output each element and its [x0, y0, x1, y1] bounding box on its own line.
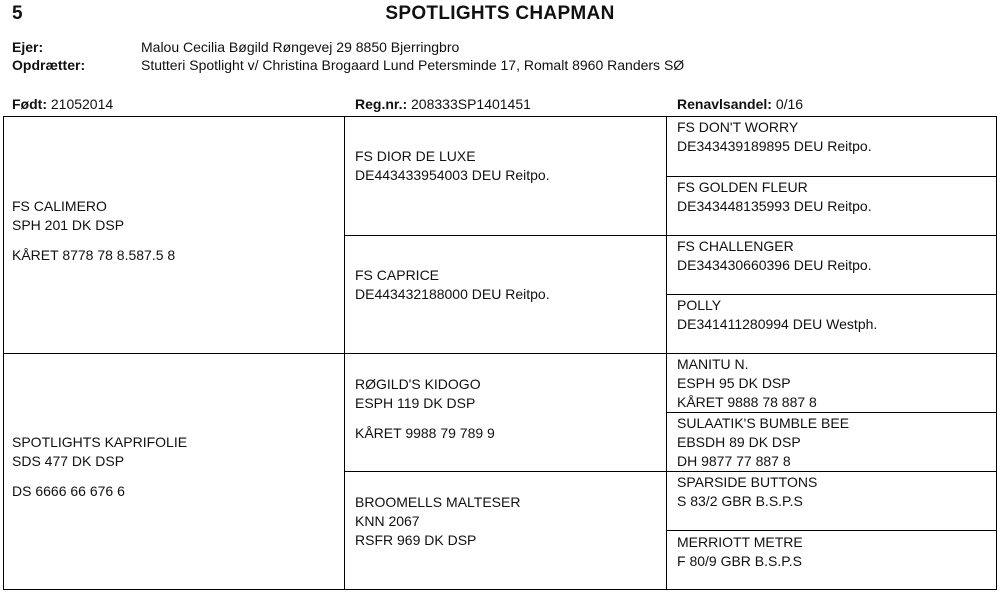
- sire-dam-cell: [355, 266, 550, 304]
- sire-sire-registration: DE443433954003 DEU Reitpo.: [355, 167, 550, 183]
- ssd-name: FS GOLDEN FLEUR: [677, 179, 808, 195]
- ssd-registration: DE343448135993 DEU Reitpo.: [677, 198, 872, 214]
- dsd-name: SULAATIK'S BUMBLE BEE: [677, 415, 850, 431]
- sss-name: FS DON'T WORRY: [677, 119, 799, 135]
- sdd-cell: [677, 296, 877, 334]
- dam-cell: [12, 433, 187, 501]
- row-divider: [666, 530, 996, 531]
- sire-registration: SPH 201 DK DSP: [12, 217, 125, 233]
- reg-field: [355, 96, 531, 112]
- dss-grading: KÅRET 9888 78 887 8: [677, 394, 817, 410]
- sire-dam-name: FS CAPRICE: [355, 267, 440, 283]
- ssd-cell: [677, 178, 872, 216]
- dam-sire-registration: ESPH 119 DK DSP: [355, 395, 476, 411]
- share-label: Renavlsandel:: [677, 96, 772, 112]
- sds-cell: [677, 237, 872, 275]
- born-field: [12, 96, 113, 112]
- dds-cell: [677, 473, 817, 511]
- reg-value: 208333SP1401451: [411, 96, 531, 112]
- sire-sire-name: FS DIOR DE LUXE: [355, 148, 476, 164]
- dds-name: SPARSIDE BUTTONS: [677, 474, 818, 490]
- breeder-value: Stutteri Spotlight v/ Christina Brogaard Lund Petersminde 17, Romalt 8960 Randers SØ: [141, 57, 685, 73]
- dss-registration: ESPH 95 DK DSP: [677, 375, 791, 391]
- dam-dam-name: BROOMELLS MALTESER: [355, 494, 521, 510]
- share-field: [677, 96, 803, 112]
- row-divider: [344, 235, 996, 236]
- share-value: 0/16: [775, 96, 804, 112]
- dds-registration: S 83/2 GBR B.S.P.S: [677, 493, 803, 509]
- dss-name: MANITU N.: [677, 356, 749, 372]
- row-divider: [666, 176, 996, 177]
- dss-cell: [677, 355, 817, 412]
- row-divider: [4, 353, 996, 354]
- pedigree-table: [3, 116, 997, 590]
- dam-registration: SDS 477 DK DSP: [12, 453, 125, 469]
- dam-dam-registration-2: RSFR 969 DK DSP: [355, 532, 477, 548]
- breeder-label: Opdrætter:: [12, 57, 86, 73]
- dam-dam-registration: KNN 2067: [355, 513, 420, 529]
- horse-title: SPOTLIGHTS CHAPMAN: [385, 3, 615, 24]
- dam-dam-cell: [355, 493, 520, 550]
- dam-grading: DS 6666 66 676 6: [12, 483, 125, 499]
- sire-grading: KÅRET 8778 78 8.587.5 8: [12, 247, 176, 263]
- sds-name: FS CHALLENGER: [677, 238, 794, 254]
- dsd-cell: [677, 414, 849, 471]
- sds-registration: DE343430660396 DEU Reitpo.: [677, 257, 872, 273]
- dsd-registration: EBSDH 89 DK DSP: [677, 434, 801, 450]
- sdd-name: POLLY: [677, 297, 722, 313]
- sss-registration: DE343439189895 DEU Reitpo.: [677, 138, 872, 154]
- dsd-grading: DH 9877 77 887 8: [677, 453, 791, 469]
- born-label: Født:: [12, 96, 47, 112]
- born-value: 21052014: [50, 96, 114, 112]
- sire-cell: [12, 197, 175, 265]
- reg-label: Reg.nr.:: [355, 96, 408, 112]
- sire-name: FS CALIMERO: [12, 198, 107, 214]
- ddd-cell: [677, 533, 803, 571]
- row-divider: [666, 294, 996, 295]
- row-divider: [344, 471, 996, 472]
- owner-value: Malou Cecilia Bøgild Røngevej 29 8850 Bjerringbro: [141, 39, 460, 55]
- sdd-registration: DE341411280994 DEU Westph.: [677, 316, 878, 332]
- ddd-registration: F 80/9 GBR B.S.P.S: [677, 553, 803, 569]
- dam-sire-cell: [355, 375, 495, 443]
- dam-name: SPOTLIGHTS KAPRIFOLIE: [12, 434, 188, 450]
- owner-label: Ejer:: [12, 39, 44, 55]
- dam-sire-name: RØGILD'S KIDOGO: [355, 376, 481, 392]
- ddd-name: MERRIOTT METRE: [677, 534, 803, 550]
- sire-dam-registration: DE443432188000 DEU Reitpo.: [355, 286, 550, 302]
- catalog-number: 5: [12, 3, 23, 24]
- sire-sire-cell: [355, 147, 550, 185]
- row-divider: [666, 412, 996, 413]
- sss-cell: [677, 118, 872, 156]
- dam-sire-grading: KÅRET 9988 79 789 9: [355, 425, 495, 441]
